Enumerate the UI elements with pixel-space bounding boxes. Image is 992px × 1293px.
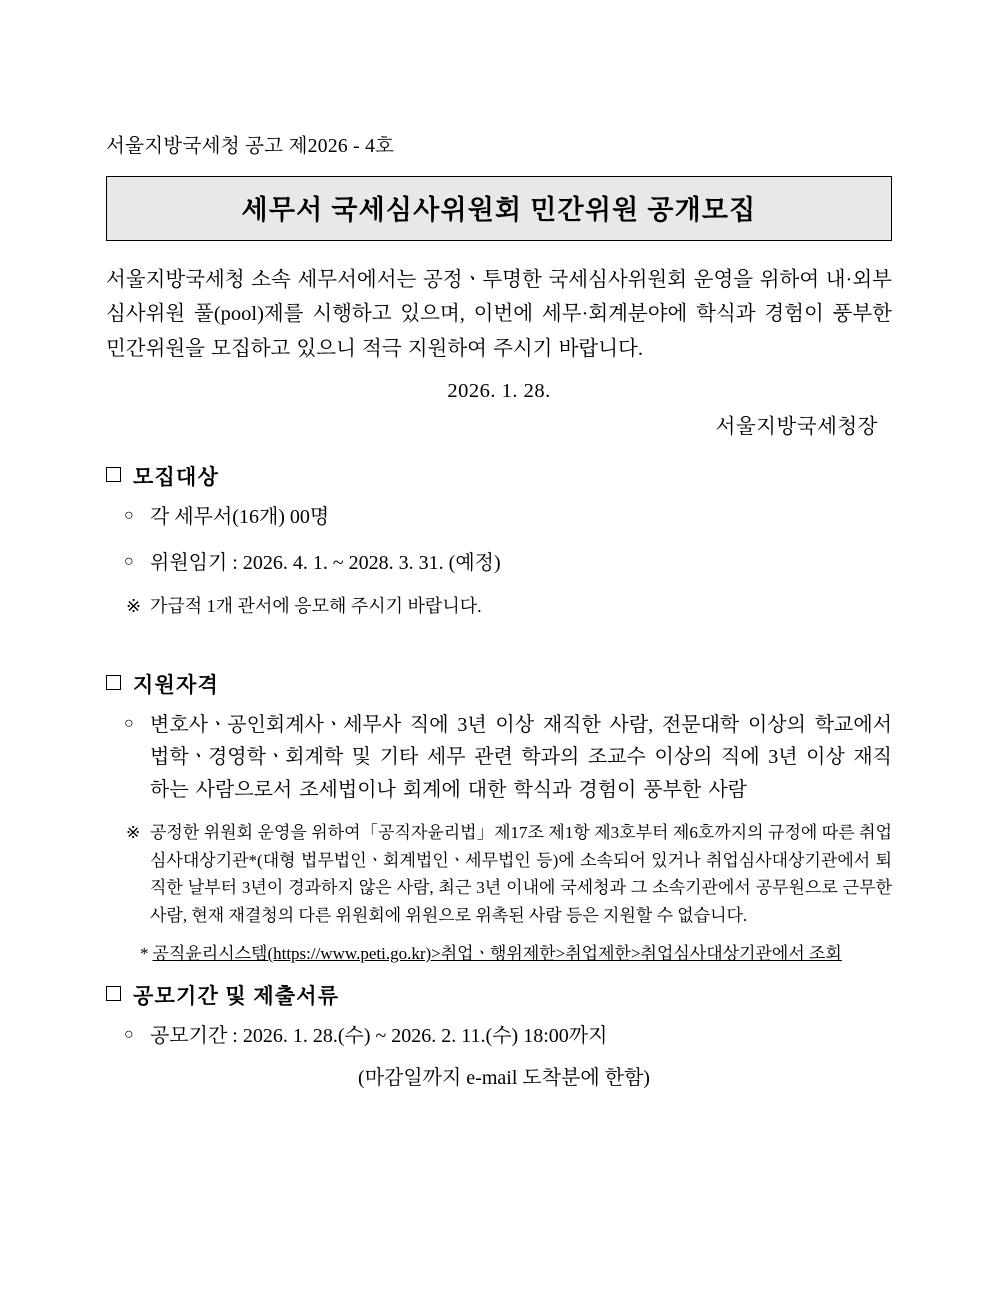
section-heading-qualifications: 지원자격 — [106, 669, 892, 699]
deadline-subnote: (마감일까지 e-mail 도착분에 한함) — [358, 1066, 650, 1089]
circle-bullet-icon: ○ — [124, 507, 134, 525]
issue-date: 2026. 1. 28. — [447, 380, 551, 403]
circle-bullet-icon: ○ — [124, 1026, 134, 1044]
page-title: 세무서 국세심사위원회 민간위원 공개모집 — [241, 195, 757, 225]
reference-mark-icon: ※ — [126, 823, 141, 843]
reference-mark-icon: ※ — [126, 596, 142, 617]
external-link[interactable]: 공직윤리시스템(https://www.peti.go.kr)>취업ㆍ행위제한>취업제한>취업심사대상기관에서 조회 — [152, 944, 842, 964]
section-heading-recruitment-target: 모집대상 — [106, 461, 892, 491]
title-box — [106, 176, 892, 241]
note-item: ※ 가급적 1개 관서에 응모해 주시기 바랍니다. — [106, 592, 892, 621]
note-item: ※ 공정한 위원회 운영을 위하여「공직자윤리법」제17조 제1항 제3호부터 제6호까지의 규정에 따른 취업심사대상기관*(대형 법무법인ㆍ회계법인ㆍ세무법인 등)에 소속되어 있거나 취업심사대상기관에서 퇴직한 날부터 3년이 경과하지 않은 사람, 최근 3년 이내에 국세청과 그 소속기관에서 공무원으로 근무한 사람, 현재 재결청의 다른 위원회에 위원으로 위촉된 사람 등은 지원할 수 없습니다. — [106, 819, 892, 929]
issuer-name: 서울지방국세청장 — [715, 416, 878, 439]
intro-paragraph: 서울지방국세청 소속 세무서에서는 공정ㆍ투명한 국세심사위원회 운영을 위하여 내·외부 심사위원 풀(pool)제를 시행하고 있으며, 이번에 세무·회계분야에 학식과 경험이 풍부한 민간위원을 모집하고 있으니 적극 지원하여 주시기 바랍니다. — [106, 269, 892, 360]
asterisk-icon: * — [140, 944, 149, 964]
section-heading-period-documents: 공모기간 및 제출서류 — [106, 980, 892, 1010]
circle-bullet-icon: ○ — [124, 552, 134, 570]
list-item: ○ 위원임기 : 2026. 4. 1. ~ 2028. 3. 31. (예정) — [106, 547, 892, 579]
square-bullet-icon — [106, 986, 121, 1001]
reference-link-line — [106, 939, 892, 964]
list-item: ○ 각 세무서(16개) 00명 — [106, 501, 892, 533]
doc-number: 서울지방국세청 공고 제2026 - 4호 — [106, 136, 395, 157]
list-item: ○ 변호사ㆍ공인회계사ㆍ세무사 직에 3년 이상 재직한 사람, 전문대학 이상의 학교에서 법학ㆍ경영학ㆍ회계학 및 기타 세무 관련 학과의 조교수 이상의 직에 3년 이상 재직하는 사람으로서 조세법이나 회계에 대한 학식과 경험이 풍부한 사람 — [106, 709, 892, 806]
list-item: ○ 공모기간 : 2026. 1. 28.(수) ~ 2026. 2. 11.(수) 18:00까지 — [106, 1020, 892, 1052]
circle-bullet-icon: ○ — [124, 714, 134, 732]
square-bullet-icon — [106, 467, 121, 482]
square-bullet-icon — [106, 675, 121, 690]
